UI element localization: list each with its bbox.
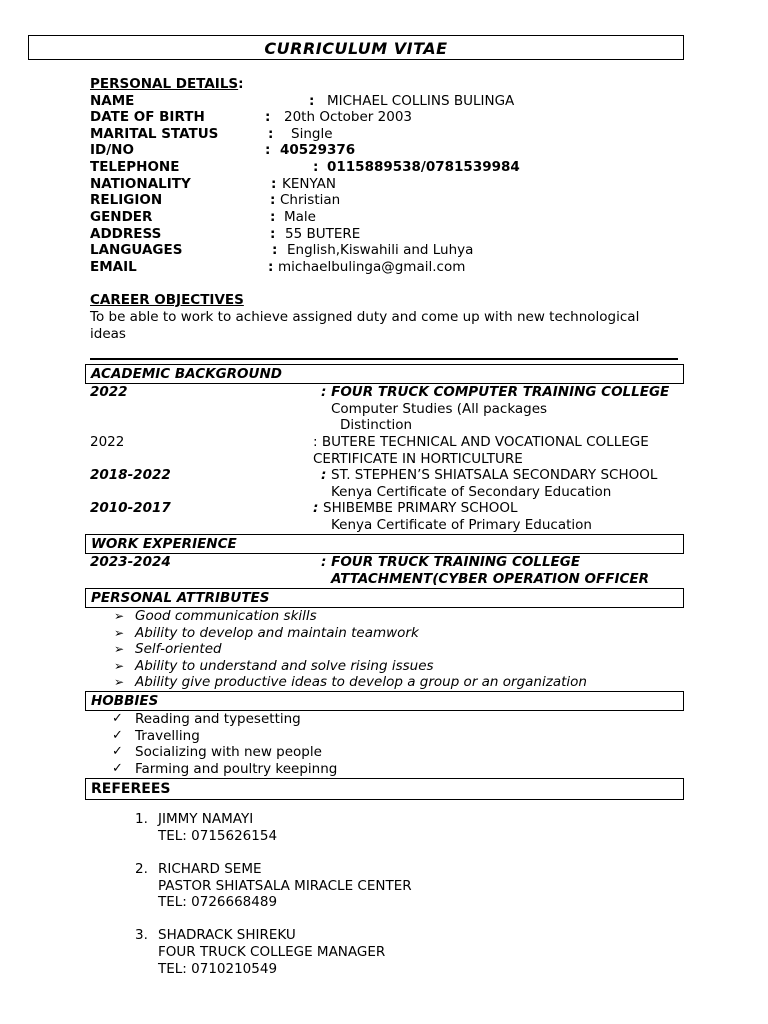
label-nationality: NATIONALITY — [90, 176, 191, 192]
attribute-item: Good communication skills — [135, 608, 317, 624]
academic-detail-1: Computer Studies (All packages — [331, 401, 548, 417]
hobby-item: Farming and poultry keepinng — [135, 761, 338, 777]
sep-id-no: : — [265, 142, 271, 158]
academic-year-2: 2022 — [90, 434, 125, 450]
sep-date-of-birth: : — [265, 109, 271, 125]
sep-gender: : — [270, 209, 276, 225]
label-date-of-birth: DATE OF BIRTH — [90, 109, 205, 125]
personal-details-heading-colon: : — [238, 76, 244, 92]
sep-email: : — [268, 259, 274, 275]
attribute-item: Ability to develop and maintain teamwork — [135, 625, 419, 641]
work-year: 2023-2024 — [90, 554, 171, 570]
label-religion: RELIGION — [90, 192, 163, 208]
academic-school-3: ST. STEPHEN’S SHIATSALA SECONDARY SCHOOL — [331, 467, 658, 483]
checkmark-icon: ✓ — [112, 711, 123, 726]
academic-background-heading: ACADEMIC BACKGROUND — [91, 366, 282, 382]
referee-number: 1. — [135, 811, 148, 827]
checkmark-icon: ✓ — [112, 728, 123, 743]
referee-number: 3. — [135, 927, 148, 943]
hobbies-header — [85, 691, 684, 711]
referee-name: RICHARD SEME — [158, 861, 262, 877]
academic-detail-3: Kenya Certificate of Secondary Education — [331, 484, 612, 500]
academic-sep-4: : — [313, 500, 319, 516]
referee-title: PASTOR SHIATSALA MIRACLE CENTER — [158, 878, 412, 894]
work-experience-heading: WORK EXPERIENCE — [91, 536, 237, 552]
value-id-no: 40529376 — [280, 142, 356, 158]
sep-marital-status: : — [268, 126, 274, 142]
academic-year-1: 2022 — [90, 384, 128, 400]
referee-name: SHADRACK SHIREKU — [158, 927, 296, 943]
sep-religion: : — [270, 192, 276, 208]
label-marital-status: MARITAL STATUS — [90, 126, 219, 142]
career-objectives-line-2: ideas — [90, 326, 126, 342]
label-name: NAME — [90, 93, 135, 109]
label-id-no: ID/NO — [90, 142, 134, 158]
personal-details-heading-text: PERSONAL DETAILS — [90, 76, 239, 92]
value-religion: Christian — [280, 192, 341, 208]
value-email: michaelbulinga@gmail.com — [278, 259, 466, 275]
value-marital-status: Single — [291, 126, 333, 142]
sep-address: : — [270, 226, 276, 242]
referee-phone: TEL: 0715626154 — [158, 828, 278, 844]
section-divider — [90, 358, 678, 360]
academic-background-header — [85, 364, 684, 384]
arrow-bullet-icon: ➢ — [114, 659, 125, 673]
arrow-bullet-icon: ➢ — [114, 609, 125, 623]
sep-name: : — [309, 93, 315, 109]
personal-attributes-header — [85, 588, 684, 608]
referee-phone: TEL: 0726668489 — [158, 894, 278, 910]
value-languages: English,Kiswahili and Luhya — [287, 242, 474, 258]
career-objectives-line-1: To be able to work to achieve assigned duty and come up with new technological — [90, 309, 640, 325]
academic-school-1: : FOUR TRUCK COMPUTER TRAINING COLLEGE — [321, 384, 670, 400]
work-place: : FOUR TRUCK TRAINING COLLEGE — [321, 554, 581, 570]
referee-title: FOUR TRUCK COLLEGE MANAGER — [158, 944, 386, 960]
arrow-bullet-icon: ➢ — [114, 675, 125, 689]
hobby-item: Socializing with new people — [135, 744, 322, 760]
label-email: EMAIL — [90, 259, 137, 275]
checkmark-icon: ✓ — [112, 744, 123, 759]
academic-sep-3: : — [321, 467, 327, 483]
academic-year-4: 2010-2017 — [90, 500, 171, 516]
hobby-item: Travelling — [135, 728, 200, 744]
academic-detail-4: Kenya Certificate of Primary Education — [331, 517, 592, 533]
label-address: ADDRESS — [90, 226, 162, 242]
work-role: ATTACHMENT(CYBER OPERATION OFFICER — [331, 571, 650, 587]
referee-number: 2. — [135, 861, 148, 877]
label-languages: LANGUAGES — [90, 242, 183, 258]
academic-grade-1: Distinction — [340, 417, 413, 433]
personal-details-heading — [90, 76, 244, 92]
title-box — [28, 35, 684, 60]
academic-year-3: 2018-2022 — [90, 467, 171, 483]
work-experience-header — [85, 534, 684, 554]
referees-heading: REFEREES — [91, 781, 171, 797]
sep-nationality: : — [271, 176, 277, 192]
arrow-bullet-icon: ➢ — [114, 642, 125, 656]
attribute-item: Ability to understand and solve rising issues — [135, 658, 434, 674]
value-date-of-birth: 20th October 2003 — [284, 109, 412, 125]
academic-school-4: SHIBEMBE PRIMARY SCHOOL — [323, 500, 518, 516]
value-name: MICHAEL COLLINS BULINGA — [327, 93, 515, 109]
value-gender: Male — [284, 209, 316, 225]
hobby-item: Reading and typesetting — [135, 711, 301, 727]
academic-detail-2: CERTIFICATE IN HORTICULTURE — [313, 451, 523, 467]
career-objectives-heading: CAREER OBJECTIVES — [90, 292, 244, 308]
value-nationality: KENYAN — [282, 176, 337, 192]
attribute-item: Ability give productive ideas to develop a group or an organization — [135, 674, 587, 690]
referee-name: JIMMY NAMAYI — [158, 811, 254, 827]
personal-attributes-heading: PERSONAL ATTRIBUTES — [91, 590, 270, 606]
document-title: CURRICULUM VITAE — [264, 39, 448, 58]
value-address: 55 BUTERE — [285, 226, 361, 242]
label-gender: GENDER — [90, 209, 153, 225]
sep-telephone: : — [313, 159, 319, 175]
academic-school-2: : BUTERE TECHNICAL AND VOCATIONAL COLLEGE — [313, 434, 649, 450]
arrow-bullet-icon: ➢ — [114, 626, 125, 640]
sep-languages: : — [272, 242, 278, 258]
hobbies-heading: HOBBIES — [91, 693, 159, 709]
value-telephone: 0115889538/0781539984 — [327, 159, 520, 175]
referee-phone: TEL: 0710210549 — [158, 961, 278, 977]
referees-header — [85, 778, 684, 800]
attribute-item: Self-oriented — [135, 641, 222, 657]
checkmark-icon: ✓ — [112, 761, 123, 776]
label-telephone: TELEPHONE — [90, 159, 180, 175]
